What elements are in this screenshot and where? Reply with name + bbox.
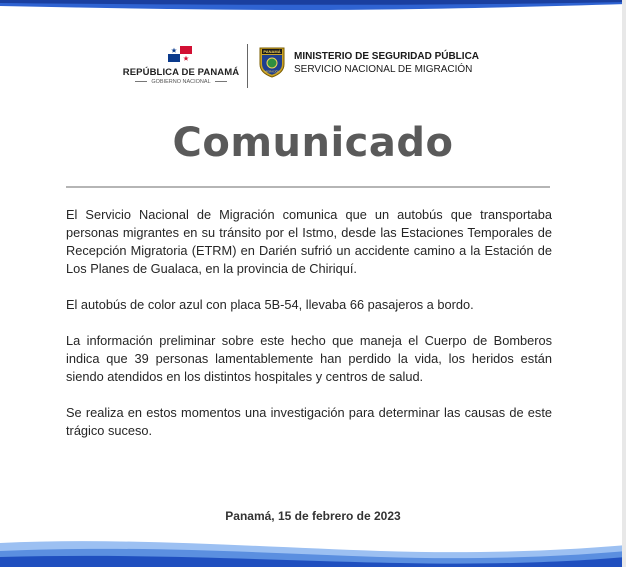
government-title: REPÚBLICA DE PANAMÁ	[122, 67, 240, 78]
bottom-blue-band	[0, 507, 626, 567]
header-logos	[0, 40, 626, 90]
paragraph-bus: El autobús de color azul con placa 5B-54, llevaba 66 pasajeros a bordo.	[66, 297, 474, 312]
title-divider	[66, 186, 550, 188]
header-divider	[247, 44, 248, 88]
ministry-subtitle: SERVICIO NACIONAL DE MIGRACIÓN	[294, 64, 473, 75]
date-line: Panamá, 15 de febrero de 2023	[225, 509, 401, 523]
ministry-title: MINISTERIO DE SEGURIDAD PÚBLICA	[294, 51, 480, 62]
right-edge-shadow	[622, 0, 626, 567]
paragraph-accident: El Servicio Nacional de Migración comunica que un autobús que transportaba personas migrantes en su tránsito por el Istmo, desde las Estaciones Temporales de Recepción Migratoria (ETRM) en Darién sufrió un accidente camino a la Estación de Los Planes de Gualaca, en la provincia de Chiriquí.	[66, 207, 552, 276]
paragraph-investigation: Se realiza en estos momentos una investigación para determinar las causas de este trágico suceso.	[66, 405, 552, 438]
svg-text:MIGRACIÓN: MIGRACIÓN	[264, 70, 280, 74]
page-title: Comunicado	[172, 120, 454, 166]
top-blue-band	[0, 0, 626, 14]
svg-text:PANAMÁ: PANAMÁ	[263, 49, 281, 54]
government-subtitle: GOBIERNO NACIONAL	[122, 79, 240, 85]
paragraph-casualties: La información preliminar sobre este hecho que maneja el Cuerpo de Bomberos indica que 39 personas lamentablemente han perdido la vida, los heridos están siendo atendidos en los distintos hospitales y centros de salud.	[66, 333, 552, 384]
migration-badge-icon	[258, 46, 286, 78]
communique-body	[66, 206, 552, 458]
panama-flag-icon	[168, 46, 192, 62]
